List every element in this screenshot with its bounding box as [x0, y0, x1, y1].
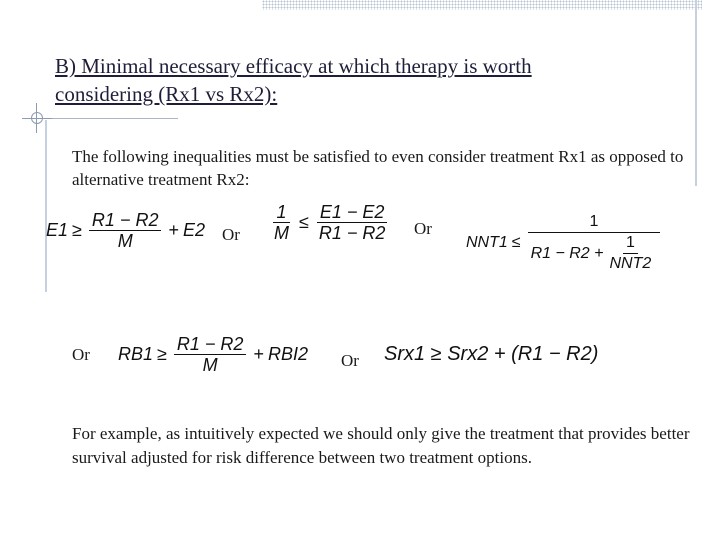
or-label-2: Or: [414, 219, 432, 238]
formula-inverse-left-denominator: M: [274, 223, 289, 243]
formula-nnt-lhs: NNT1: [466, 234, 508, 251]
formula-efficacy-numerator: R1 − R2: [89, 210, 162, 231]
formula-efficacy-ge: ≥: [72, 220, 82, 240]
formula-nnt-inner-numerator: 1: [623, 233, 638, 254]
formula-inverse-right-fraction: [316, 202, 389, 243]
formula-nnt-denominator: [528, 233, 661, 274]
formula-rb-numerator: R1 − R2: [174, 334, 247, 355]
formula-survival: [384, 343, 598, 366]
formula-efficacy: [46, 210, 205, 251]
formula-rb-plus: +: [253, 344, 264, 364]
formula-inverse-margin: [268, 202, 391, 243]
formula-survival-text: Srx1 ≥ Srx2 + (R1 − R2): [384, 343, 599, 365]
formula-nnt: [466, 212, 663, 274]
formula-inverse-right-denominator: R1 − R2: [318, 223, 386, 243]
intro-text: The following inequalities must be satisfied to even consider treatment Rx1 as opposed to alternative treatment Rx2:: [72, 147, 684, 189]
formula-efficacy-rhs: E2: [182, 220, 206, 240]
formula-rb-denominator: M: [202, 355, 218, 375]
formula-inverse-left-fraction: [271, 202, 292, 243]
formula-efficacy-lhs: E1: [46, 220, 69, 240]
formula-rb-rhs: RBI2: [267, 344, 308, 364]
formula-efficacy-plus: +: [168, 220, 179, 240]
or-label-4: Or: [341, 351, 359, 370]
formula-rb-lhs: RB1: [118, 344, 154, 364]
decorative-dot-band: [262, 0, 702, 10]
decorative-vertical-line: [695, 0, 697, 186]
formula-nnt-inner-fraction: [607, 233, 655, 274]
formula-nnt-numerator: 1: [528, 212, 661, 233]
formula-nnt-fraction: [528, 212, 661, 274]
formula-inverse-le: ≤: [299, 212, 309, 232]
formula-nnt-den-prefix: R1 − R2 +: [530, 244, 604, 262]
formula-rb-fraction: [174, 334, 247, 375]
or-label-1: Or: [222, 225, 240, 244]
formula-rb-ge: ≥: [157, 344, 167, 364]
formula-efficacy-fraction: [89, 210, 162, 251]
slide-title: B) Minimal necessary efficacy at which therapy is worth considering (Rx1 vs Rx2):: [55, 54, 532, 106]
decorative-left-line: [45, 120, 47, 292]
formula-nnt-inner-denominator: NNT2: [609, 255, 652, 272]
formula-efficacy-denominator: M: [117, 231, 133, 251]
formula-relative-benefit: [118, 334, 308, 375]
example-text: For example, as intuitively expected we should only give the treatment that provides better survival adjusted for risk difference between two treatment options.: [72, 424, 690, 467]
decorative-crosshair-icon: [31, 112, 43, 124]
formula-inverse-right-numerator: E1 − E2: [317, 202, 388, 223]
formula-inverse-left-numerator: 1: [273, 202, 289, 223]
formula-nnt-le: ≤: [511, 234, 521, 251]
or-label-3: Or: [72, 345, 90, 364]
